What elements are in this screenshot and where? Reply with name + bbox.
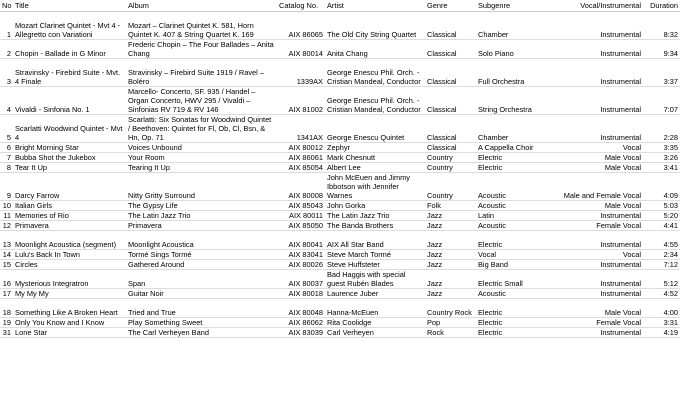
cell-artist: Anita Chang bbox=[325, 40, 425, 59]
cell-catalog: AIX 85054 bbox=[277, 163, 325, 173]
cell-no: 14 bbox=[0, 250, 13, 260]
cell-subgenre: Acoustic bbox=[476, 221, 540, 231]
table-row[interactable] bbox=[0, 143, 680, 153]
cell-title: Lulu's Back In Town bbox=[13, 250, 126, 260]
cell-genre: Classical bbox=[425, 12, 476, 40]
cell-artist: George Enescu Phil. Orch. - Cristian Mandeal, Conductor bbox=[325, 59, 425, 87]
cell-no: 8 bbox=[0, 163, 13, 173]
cell-album: Voices Unbound bbox=[126, 143, 277, 153]
cell-catalog: AIX 80026 bbox=[277, 260, 325, 270]
cell-no: 15 bbox=[0, 260, 13, 270]
cell-artist: Albert Lee bbox=[325, 163, 425, 173]
cell-title: Something Like A Broken Heart bbox=[13, 299, 126, 318]
cell-subgenre: Acoustic bbox=[476, 201, 540, 211]
cell-duration: 4:00 bbox=[643, 299, 680, 318]
cell-catalog: AIX 83039 bbox=[277, 328, 325, 338]
cell-title: My My My bbox=[13, 289, 126, 299]
cell-no: 10 bbox=[0, 201, 13, 211]
cell-album: The Gypsy Life bbox=[126, 201, 277, 211]
cell-subgenre: Electric bbox=[476, 299, 540, 318]
cell-album: Tearing It Up bbox=[126, 163, 277, 173]
cell-genre: Jazz bbox=[425, 250, 476, 260]
cell-vocal: Instrumental bbox=[540, 328, 643, 338]
cell-no: 6 bbox=[0, 143, 13, 153]
cell-duration: 4:09 bbox=[643, 173, 680, 201]
cell-album: Moonlight Acoustica bbox=[126, 231, 277, 250]
cell-album: Play Something Sweet bbox=[126, 318, 277, 328]
cell-genre: Classical bbox=[425, 87, 476, 115]
cell-title: Moonlight Acoustica (segment) bbox=[13, 231, 126, 250]
header-subgenre[interactable]: Subgenre bbox=[476, 0, 540, 12]
cell-vocal: Instrumental bbox=[540, 260, 643, 270]
cell-artist: Mark Chesnutt bbox=[325, 153, 425, 163]
cell-duration: 5:03 bbox=[643, 201, 680, 211]
cell-catalog: 1339AX bbox=[277, 59, 325, 87]
table-row[interactable] bbox=[0, 289, 680, 299]
cell-title: Mysterious Integratron bbox=[13, 270, 126, 289]
cell-genre: Classical bbox=[425, 143, 476, 153]
cell-album: Tried and True bbox=[126, 299, 277, 318]
cell-catalog: AIX 80008 bbox=[277, 173, 325, 201]
cell-vocal: Vocal bbox=[540, 250, 643, 260]
cell-duration: 3:41 bbox=[643, 163, 680, 173]
table-row[interactable] bbox=[0, 211, 680, 221]
table-row[interactable] bbox=[0, 250, 680, 260]
cell-artist: Steve Huffsteter bbox=[325, 260, 425, 270]
cell-duration: 4:19 bbox=[643, 328, 680, 338]
cell-album: Nitty Gritty Surround bbox=[126, 173, 277, 201]
cell-catalog: AIX 86065 bbox=[277, 12, 325, 40]
cell-artist: George Enescu Phil. Orch. - Cristian Mandeal, Conductor bbox=[325, 87, 425, 115]
cell-album: Primavera bbox=[126, 221, 277, 231]
cell-duration: 4:41 bbox=[643, 221, 680, 231]
cell-genre: Country bbox=[425, 153, 476, 163]
cell-duration: 4:55 bbox=[643, 231, 680, 250]
cell-catalog: AIX 86061 bbox=[277, 153, 325, 163]
cell-catalog: AIX 81002 bbox=[277, 87, 325, 115]
cell-title: Chopin - Ballade in G Minor bbox=[13, 40, 126, 59]
cell-duration: 2:28 bbox=[643, 115, 680, 143]
cell-no: 1 bbox=[0, 12, 13, 40]
table-row[interactable] bbox=[0, 201, 680, 211]
cell-duration: 8:32 bbox=[643, 12, 680, 40]
cell-genre: Jazz bbox=[425, 260, 476, 270]
cell-duration: 5:20 bbox=[643, 211, 680, 221]
cell-genre: Classical bbox=[425, 59, 476, 87]
cell-subgenre: Electric bbox=[476, 318, 540, 328]
cell-vocal: Male Vocal bbox=[540, 153, 643, 163]
cell-subgenre: Solo Piano bbox=[476, 40, 540, 59]
cell-no: 12 bbox=[0, 221, 13, 231]
cell-subgenre: Vocal bbox=[476, 250, 540, 260]
cell-title: Lone Star bbox=[13, 328, 126, 338]
cell-genre: Rock bbox=[425, 328, 476, 338]
cell-duration: 5:12 bbox=[643, 270, 680, 289]
cell-genre: Pop bbox=[425, 318, 476, 328]
cell-subgenre: Electric bbox=[476, 231, 540, 250]
cell-no: 13 bbox=[0, 231, 13, 250]
cell-title: Mozart Clarinet Quintet - Mvt 4 - Allegretto con Variationi bbox=[13, 12, 126, 40]
cell-title: Darcy Farrow bbox=[13, 173, 126, 201]
cell-title: Bright Morning Star bbox=[13, 143, 126, 153]
table-row[interactable] bbox=[0, 231, 680, 250]
table-row[interactable] bbox=[0, 153, 680, 163]
cell-catalog: AIX 85050 bbox=[277, 221, 325, 231]
table-row[interactable] bbox=[0, 163, 680, 173]
cell-genre: Jazz bbox=[425, 211, 476, 221]
table-row[interactable] bbox=[0, 87, 680, 115]
cell-artist: The Old City String Quartet bbox=[325, 12, 425, 40]
cell-album: Mozart – Clarinet Quintet K. 581, Horn Quintet K. 407 & String Quartet K. 169 bbox=[126, 12, 277, 40]
cell-catalog: AIX 80011 bbox=[277, 211, 325, 221]
header-album[interactable]: Album bbox=[126, 0, 277, 12]
cell-title: Tear It Up bbox=[13, 163, 126, 173]
cell-genre: Jazz bbox=[425, 289, 476, 299]
table-row[interactable] bbox=[0, 260, 680, 270]
cell-artist: Bad Haggis with special guest Rubén Blades bbox=[325, 270, 425, 289]
cell-catalog: AIX 83041 bbox=[277, 250, 325, 260]
cell-genre: Folk bbox=[425, 201, 476, 211]
cell-subgenre: Acoustic bbox=[476, 289, 540, 299]
cell-catalog: AIX 80018 bbox=[277, 289, 325, 299]
cell-title: Bubba Shot the Jukebox bbox=[13, 153, 126, 163]
cell-artist: John McEuen and Jimmy Ibbotson with Jennifer Warnes bbox=[325, 173, 425, 201]
cell-artist: George Enescu Quintet bbox=[325, 115, 425, 143]
cell-album: Your Room bbox=[126, 153, 277, 163]
cell-album: Gathered Around bbox=[126, 260, 277, 270]
table-row[interactable] bbox=[0, 173, 680, 201]
cell-vocal: Instrumental bbox=[540, 12, 643, 40]
cell-duration: 9:34 bbox=[643, 40, 680, 59]
cell-duration: 7:07 bbox=[643, 87, 680, 115]
header-row bbox=[0, 0, 680, 12]
cell-vocal: Instrumental bbox=[540, 211, 643, 221]
cell-no: 7 bbox=[0, 153, 13, 163]
cell-title: Vivaldi - Sinfonia No. 1 bbox=[13, 87, 126, 115]
cell-vocal: Vocal bbox=[540, 143, 643, 153]
cell-genre: Country bbox=[425, 173, 476, 201]
cell-album: Stravinsky – Firebird Suite 1919 / Ravel – Boléro bbox=[126, 59, 277, 87]
cell-album: Span bbox=[126, 270, 277, 289]
cell-duration: 3:31 bbox=[643, 318, 680, 328]
cell-vocal: Instrumental bbox=[540, 231, 643, 250]
cell-catalog: AIX 80014 bbox=[277, 40, 325, 59]
cell-album: Tormé Sings Tormé bbox=[126, 250, 277, 260]
cell-vocal: Instrumental bbox=[540, 115, 643, 143]
cell-catalog: AIX 86062 bbox=[277, 318, 325, 328]
cell-artist: John Gorka bbox=[325, 201, 425, 211]
cell-no: 16 bbox=[0, 270, 13, 289]
cell-vocal: Instrumental bbox=[540, 270, 643, 289]
table-row[interactable] bbox=[0, 270, 680, 289]
cell-artist: Zephyr bbox=[325, 143, 425, 153]
table-row[interactable] bbox=[0, 318, 680, 328]
cell-subgenre: Latin bbox=[476, 211, 540, 221]
cell-artist: Rita Coolidge bbox=[325, 318, 425, 328]
cell-no: 31 bbox=[0, 328, 13, 338]
cell-artist: Hanna-McEuen bbox=[325, 299, 425, 318]
table-row[interactable] bbox=[0, 40, 680, 59]
cell-artist: Steve March Tormé bbox=[325, 250, 425, 260]
cell-artist: Laurence Juber bbox=[325, 289, 425, 299]
cell-album: The Carl Verheyen Band bbox=[126, 328, 277, 338]
cell-no: 3 bbox=[0, 59, 13, 87]
cell-album: Guitar Noir bbox=[126, 289, 277, 299]
cell-genre: Jazz bbox=[425, 231, 476, 250]
header-no[interactable]: No bbox=[2, 1, 12, 10]
header-artist[interactable]: Artist bbox=[325, 0, 425, 12]
cell-subgenre: Electric bbox=[476, 328, 540, 338]
cell-no: 4 bbox=[0, 87, 13, 115]
cell-artist: The Banda Brothers bbox=[325, 221, 425, 231]
header-genre[interactable]: Genre bbox=[425, 0, 476, 12]
cell-subgenre: Chamber bbox=[476, 12, 540, 40]
table-row[interactable] bbox=[0, 12, 680, 40]
header-catalog[interactable]: Catalog No. bbox=[277, 0, 325, 12]
cell-vocal: Male Vocal bbox=[540, 201, 643, 211]
cell-genre: Jazz bbox=[425, 270, 476, 289]
cell-vocal: Female Vocal bbox=[540, 318, 643, 328]
cell-artist: Carl Verheyen bbox=[325, 328, 425, 338]
cell-duration: 3:37 bbox=[643, 59, 680, 87]
table-row[interactable] bbox=[0, 221, 680, 231]
table-row[interactable] bbox=[0, 328, 680, 338]
cell-vocal: Male and Female Vocal bbox=[540, 173, 643, 201]
cell-subgenre: Electric bbox=[476, 163, 540, 173]
cell-subgenre: Chamber bbox=[476, 115, 540, 143]
cell-subgenre: Electric bbox=[476, 153, 540, 163]
cell-artist: AIX All Star Band bbox=[325, 231, 425, 250]
cell-no: 17 bbox=[0, 289, 13, 299]
cell-genre: Jazz bbox=[425, 221, 476, 231]
cell-catalog: AIX 85043 bbox=[277, 201, 325, 211]
cell-subgenre: String Orchestra bbox=[476, 87, 540, 115]
cell-no: 18 bbox=[0, 299, 13, 318]
cell-title: Primavera bbox=[13, 221, 126, 231]
cell-vocal: Instrumental bbox=[540, 40, 643, 59]
cell-subgenre: A Cappella Choir bbox=[476, 143, 540, 153]
cell-title: Scarlatti Woodwind Quintet - Mvt 4 bbox=[13, 115, 126, 143]
table-row[interactable] bbox=[0, 299, 680, 318]
cell-catalog: AIX 80037 bbox=[277, 270, 325, 289]
cell-catalog: AIX 80048 bbox=[277, 299, 325, 318]
cell-no: 19 bbox=[0, 318, 13, 328]
cell-duration: 4:52 bbox=[643, 289, 680, 299]
cell-genre: Country Rock bbox=[425, 299, 476, 318]
cell-no: 2 bbox=[0, 40, 13, 59]
cell-duration: 3:26 bbox=[643, 153, 680, 163]
cell-title: Italian Girls bbox=[13, 201, 126, 211]
cell-catalog: AIX 80041 bbox=[277, 231, 325, 250]
cell-subgenre: Acoustic bbox=[476, 173, 540, 201]
cell-vocal: Male Vocal bbox=[540, 163, 643, 173]
cell-vocal: Instrumental bbox=[540, 87, 643, 115]
cell-no: 11 bbox=[0, 211, 13, 221]
cell-title: Stravinsky - Firebird Suite - Mvt. 4 Finale bbox=[13, 59, 126, 87]
table-row[interactable] bbox=[0, 59, 680, 87]
cell-album: The Latin Jazz Trio bbox=[126, 211, 277, 221]
cell-vocal: Male Vocal bbox=[540, 299, 643, 318]
cell-duration: 2:34 bbox=[643, 250, 680, 260]
cell-no: 9 bbox=[0, 173, 13, 201]
cell-genre: Country bbox=[425, 163, 476, 173]
header-title[interactable]: Title bbox=[13, 0, 126, 12]
cell-artist: The Latin Jazz Trio bbox=[325, 211, 425, 221]
cell-duration: 3:35 bbox=[643, 143, 680, 153]
cell-vocal: Instrumental bbox=[540, 289, 643, 299]
header-duration[interactable]: Duration bbox=[643, 0, 680, 12]
cell-album: Scarlatti: Six Sonatas for Woodwind Quintet / Beethoven: Quintet for Fl, Ob, Cl, Bsn, & Hn, Op. 71 bbox=[126, 115, 277, 143]
cell-duration: 7:12 bbox=[643, 260, 680, 270]
cell-album: Marcello- Concerto, SF. 935 / Handel – Organ Concerto, HWV 295 / Vivaldi – Sinfonias RV 719 & RV 146 bbox=[126, 87, 277, 115]
cell-genre: Classical bbox=[425, 40, 476, 59]
cell-title: Only You Know and I Know bbox=[13, 318, 126, 328]
cell-subgenre: Big Band bbox=[476, 260, 540, 270]
cell-genre: Classical bbox=[425, 115, 476, 143]
header-vocal[interactable]: Vocal/Instrumental bbox=[540, 0, 643, 12]
cell-subgenre: Electric Small bbox=[476, 270, 540, 289]
cell-vocal: Instrumental bbox=[540, 59, 643, 87]
cell-no: 5 bbox=[0, 115, 13, 143]
cell-album: Frederic Chopin – The Four Ballades – Anita Chang bbox=[126, 40, 277, 59]
table-row[interactable] bbox=[0, 115, 680, 143]
cell-subgenre: Full Orchestra bbox=[476, 59, 540, 87]
cell-vocal: Female Vocal bbox=[540, 221, 643, 231]
cell-title: Circles bbox=[13, 260, 126, 270]
cell-catalog: 1341AX bbox=[277, 115, 325, 143]
cell-catalog: AIX 80012 bbox=[277, 143, 325, 153]
cell-title: Memories of Rio bbox=[13, 211, 126, 221]
